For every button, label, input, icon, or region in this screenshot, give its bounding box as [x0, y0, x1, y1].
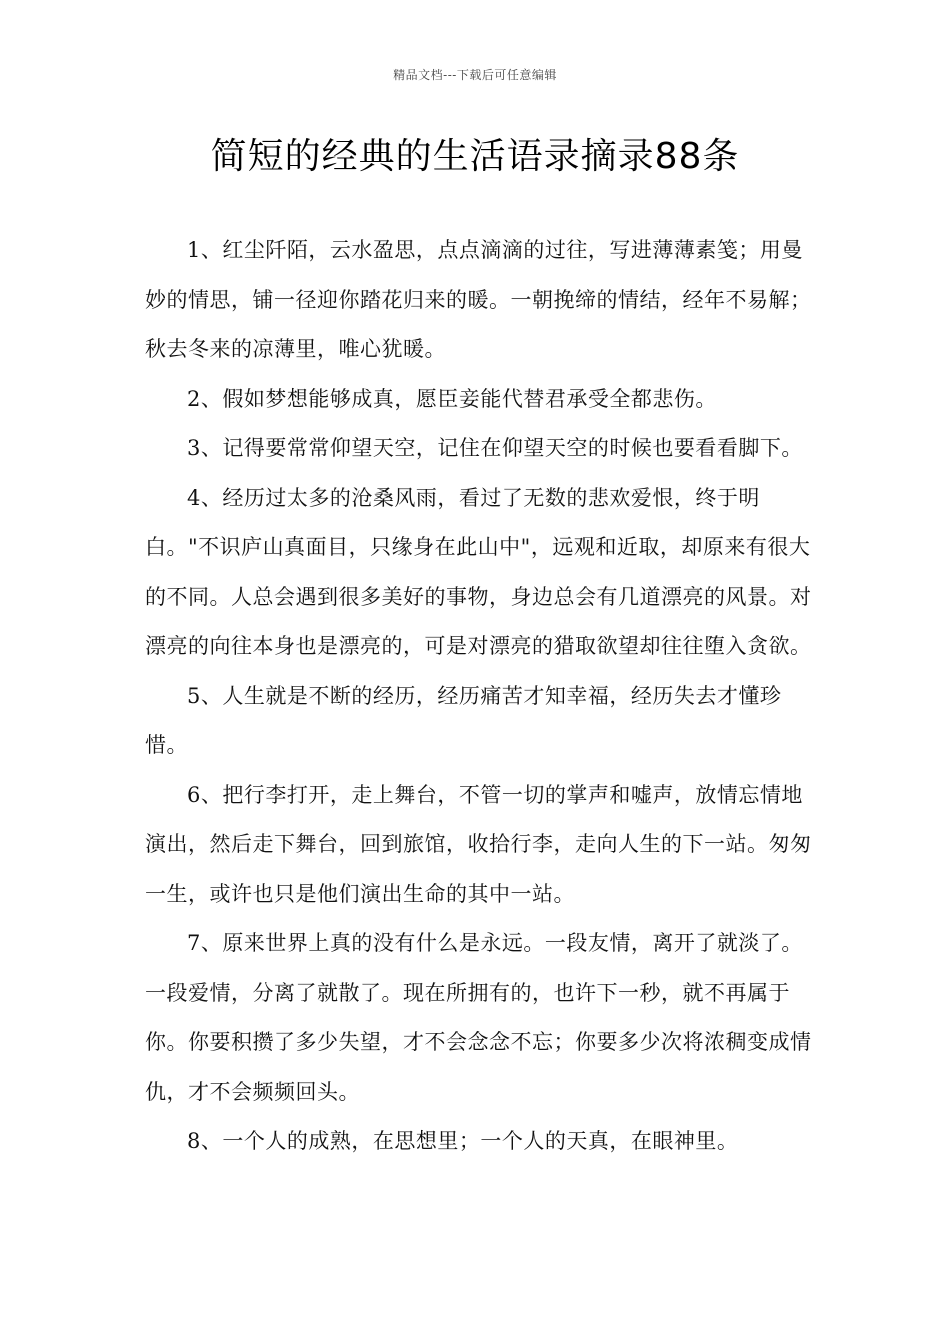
paragraph-6: 6、把行李打开，走上舞台，不管一切的掌声和嘘声，放情忘情地演出，然后走下舞台，回到旅馆，收拾行李，走向人生的下一站。匆匆一生，或许也只是他们演出生命的其中一站。	[145, 782, 812, 906]
page-header: 精品文档---下载后可任意编辑	[393, 68, 557, 82]
paragraph-5: 5、人生就是不断的经历，经历痛苦才知幸福，经历失去才懂珍惜。	[145, 683, 782, 757]
document-body	[145, 226, 815, 1167]
paragraph-3: 3、记得要常常仰望天空，记住在仰望天空的时候也要看看脚下。	[187, 436, 803, 460]
paragraph-7: 7、原来世界上真的没有什么是永远。一段友情，离开了就淡了。一段爱情，分离了就散了。现在所拥有的，也许下一秒，就不再属于你。你要积攒了多少失望，才不会念念不忘；你要多少次将浓稠变成情仇，才不会频频回头。	[145, 931, 812, 1104]
document-title: 简短的经典的生活语录摘录88条	[210, 136, 740, 177]
paragraph-2: 2、假如梦想能够成真，愿臣妾能代替君承受全都悲伤。	[187, 386, 717, 411]
paragraph-1: 1、红尘阡陌，云水盈思，点点滴滴的过往，写进薄薄素笺；用曼妙的情思，铺一径迎你踏花归来的暖。一朝挽缔的情结，经年不易解；秋去冬来的凉薄里，唯心犹暖。	[145, 238, 812, 361]
paragraph-8: 8、一个人的成熟，在思想里；一个人的天真，在眼神里。	[187, 1129, 739, 1153]
paragraph-4: 4、经历过太多的沧桑风雨，看过了无数的悲欢爱恨，终于明白。"不识庐山真面目，只缘身在此山中"，远观和近取，却原来有很大的不同。人总会遇到很多美好的事物，身边总会有几道漂亮的风景。对漂亮的向往本身也是漂亮的，可是对漂亮的猎取欲望却往往堕入贪欲。	[145, 485, 812, 658]
